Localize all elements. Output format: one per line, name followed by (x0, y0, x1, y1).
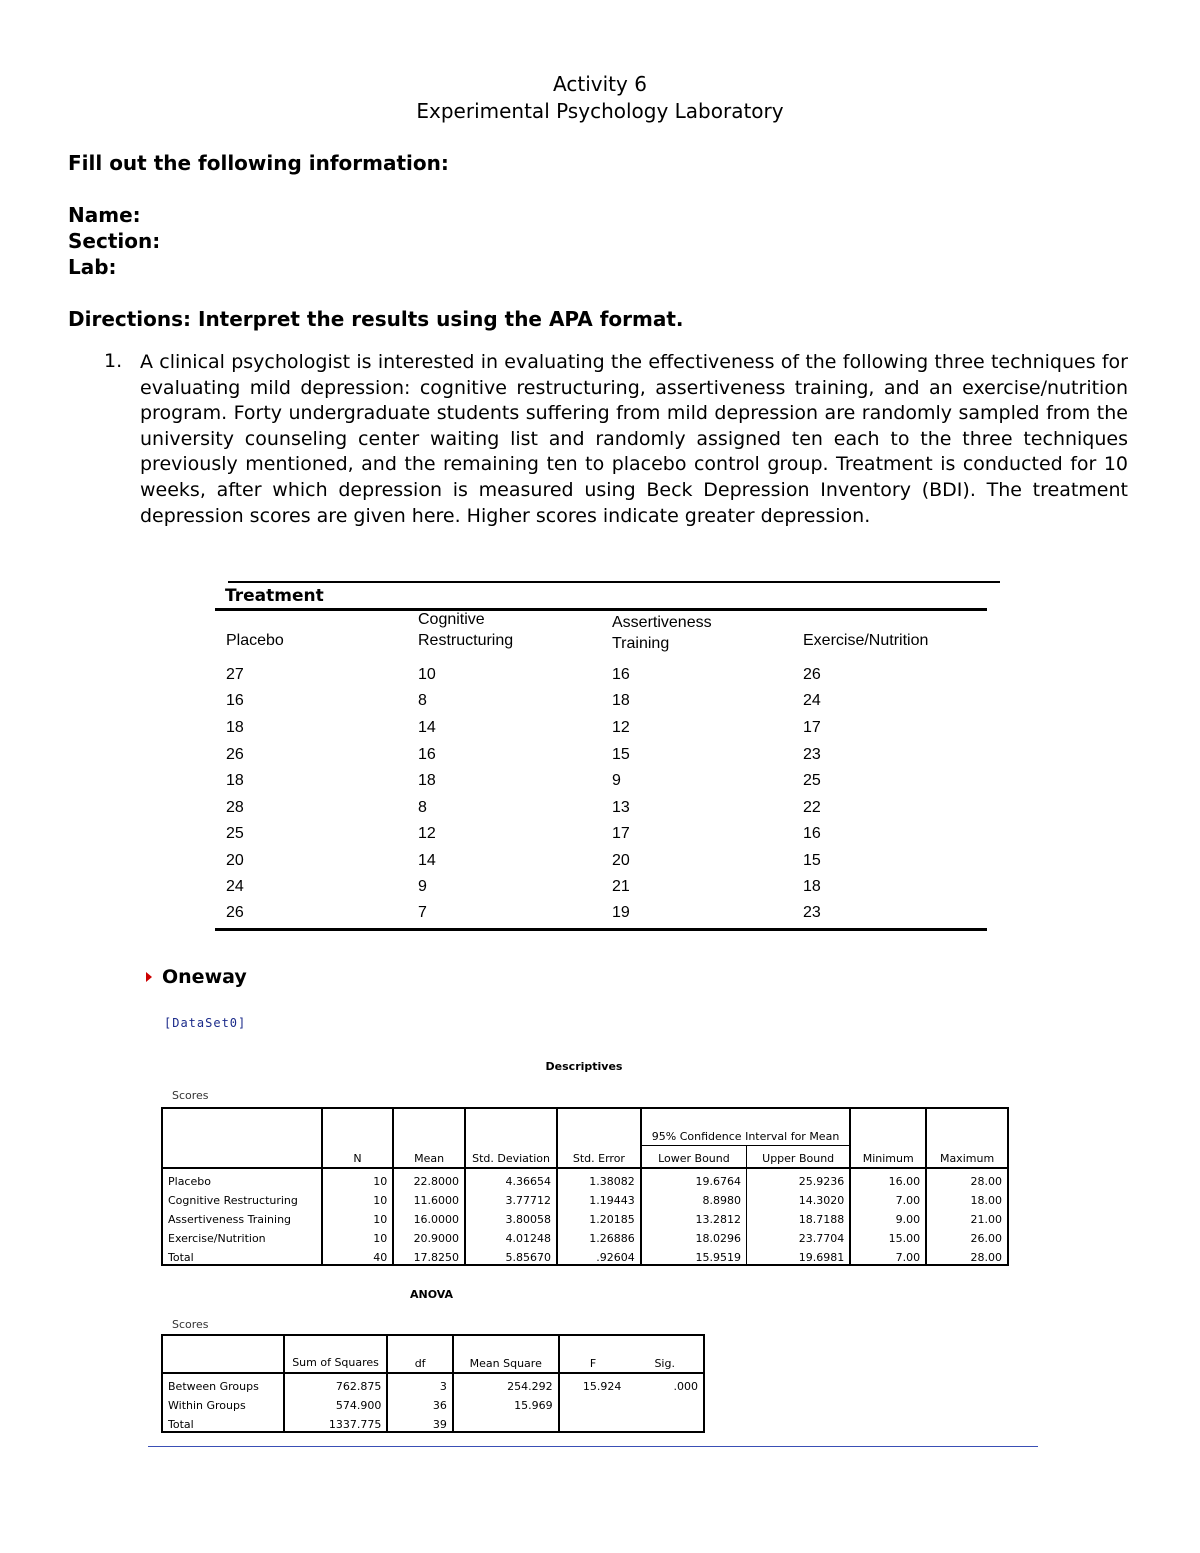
table-cell: 13 (612, 799, 630, 816)
cell-upper: 14.3020 (747, 1188, 851, 1207)
cell-min: 15.00 (850, 1226, 926, 1245)
table-cell: 16 (418, 746, 436, 763)
descriptives-variable: Scores (172, 1089, 209, 1102)
table-cell: 9 (418, 878, 427, 895)
table-cell: 12 (418, 825, 436, 842)
header-mean: Mean (393, 1108, 465, 1168)
page-subtitle: Experimental Psychology Laboratory (416, 99, 784, 123)
oneway-title: Oneway (162, 966, 247, 988)
cell-min: 7.00 (850, 1245, 926, 1265)
header-mean-square: Mean Square (453, 1335, 559, 1373)
table-row (162, 1245, 1008, 1265)
cell-se: 1.19443 (557, 1188, 641, 1207)
table-cell: 15 (612, 746, 630, 763)
cell-lower: 18.0296 (641, 1226, 747, 1245)
row-label: Placebo (162, 1168, 322, 1188)
row-label: Within Groups (162, 1393, 284, 1412)
cell-sig (626, 1393, 704, 1412)
header-sig: Sig. (654, 1357, 675, 1370)
treatment-heading: Treatment (225, 586, 324, 606)
anova-variable: Scores (172, 1318, 209, 1331)
table-cell: 27 (226, 666, 244, 683)
table-cell: 7 (418, 904, 427, 921)
table-cell: 18 (226, 719, 244, 736)
table-bottom-rule (215, 928, 987, 931)
question-number: 1. (104, 350, 123, 372)
table-cell: 24 (226, 878, 244, 895)
cell-n: 10 (322, 1207, 393, 1226)
header-std-error: Std. Error (557, 1108, 641, 1168)
header-minimum: Minimum (850, 1108, 926, 1168)
cell-f (559, 1412, 627, 1432)
cell-upper: 25.9236 (747, 1168, 851, 1188)
cell-ms: 254.292 (453, 1373, 559, 1393)
table-cell: 18 (226, 772, 244, 789)
cell-min: 16.00 (850, 1168, 926, 1188)
footer-divider (148, 1446, 1038, 1447)
row-label: Total (162, 1245, 322, 1265)
row-label: Between Groups (162, 1373, 284, 1393)
header-maximum: Maximum (939, 1152, 995, 1165)
header-f: F (589, 1357, 597, 1370)
table-cell: 15 (803, 852, 821, 869)
header-ci: 95% Confidence Interval for Mean (641, 1108, 850, 1146)
table-cell: 20 (612, 852, 630, 869)
cell-sd: 4.36654 (465, 1168, 557, 1188)
cell-lower: 19.6764 (641, 1168, 747, 1188)
col-header-assertiveness: Assertiveness Training (612, 614, 712, 652)
cell-ss: 762.875 (284, 1373, 388, 1393)
form-instruction: Fill out the following information: (68, 151, 449, 175)
table-cell: 25 (226, 825, 244, 842)
header-upper-bound: Upper Bound (747, 1146, 851, 1169)
lab-label: Lab: (68, 255, 117, 279)
table-top-rule (228, 581, 1000, 583)
col-header-placebo: Placebo (226, 632, 284, 649)
table-row (162, 1168, 1008, 1188)
table-cell: 28 (226, 799, 244, 816)
anova-table (161, 1334, 705, 1433)
cell-lower: 13.2812 (641, 1207, 747, 1226)
header-n: N (322, 1108, 393, 1168)
page-title: Activity 6 (553, 72, 647, 96)
cell-max: 18.00 (970, 1194, 1002, 1207)
cell-max: 28.00 (970, 1251, 1002, 1264)
cell-ms: 15.969 (453, 1393, 559, 1412)
cell-max: 28.00 (970, 1175, 1002, 1188)
table-row (162, 1393, 704, 1412)
table-cell: 9 (612, 772, 621, 789)
table-row (162, 1226, 1008, 1245)
cell-ss: 1337.775 (284, 1412, 388, 1432)
table-row (162, 1373, 704, 1393)
cell-se: 1.26886 (557, 1226, 641, 1245)
descriptives-title: Descriptives (545, 1060, 623, 1073)
table-cell: 14 (418, 852, 436, 869)
table-cell: 20 (226, 852, 244, 869)
table-cell: 26 (803, 666, 821, 683)
cell-sd: 3.77712 (465, 1188, 557, 1207)
table-cell: 23 (803, 904, 821, 921)
table-cell: 25 (803, 772, 821, 789)
col-header-exercise: Exercise/Nutrition (803, 632, 929, 649)
table-cell: 10 (418, 666, 436, 683)
cell-min: 9.00 (850, 1207, 926, 1226)
cell-sig (626, 1412, 704, 1432)
col-header-cognitive: Cognitive Restructuring (418, 611, 514, 649)
cell-upper: 23.7704 (747, 1226, 851, 1245)
dataset-label: [DataSet0] (164, 1016, 247, 1030)
cell-f: 15.924 (582, 1380, 622, 1393)
cell-mean: 20.9000 (393, 1226, 465, 1245)
cell-mean: 22.8000 (393, 1168, 465, 1188)
table-cell: 23 (803, 746, 821, 763)
anova-title: ANOVA (410, 1288, 454, 1301)
directions: Directions: Interpret the results using the APA format. (68, 307, 684, 331)
cell-lower: 8.8980 (641, 1188, 747, 1207)
name-label: Name: (68, 203, 141, 227)
cell-lower: 15.9519 (641, 1245, 747, 1265)
cell-n: 10 (322, 1168, 393, 1188)
cell-n: 10 (322, 1188, 393, 1207)
cell-sd: 3.80058 (465, 1207, 557, 1226)
table-cell: 8 (418, 692, 427, 709)
cell-se: .92604 (557, 1245, 641, 1265)
table-cell: 22 (803, 799, 821, 816)
header-corner (162, 1108, 322, 1168)
cell-f (559, 1393, 627, 1412)
cell-max: 21.00 (970, 1213, 1002, 1226)
table-cell: 16 (226, 692, 244, 709)
table-cell: 16 (803, 825, 821, 842)
cell-df: 3 (387, 1373, 453, 1393)
cell-n: 10 (322, 1226, 393, 1245)
cell-sig: .000 (673, 1380, 698, 1393)
cell-mean: 17.8250 (393, 1245, 465, 1265)
table-cell: 19 (612, 904, 630, 921)
header-df: df (387, 1335, 453, 1373)
cell-max: 26.00 (970, 1232, 1002, 1245)
cell-df: 36 (387, 1393, 453, 1412)
row-label: Exercise/Nutrition (162, 1226, 322, 1245)
table-cell: 14 (418, 719, 436, 736)
question-text: A clinical psychologist is interested in evaluating the effectiveness of the following three techniques for evaluating mild depression: cognitive restructuring, assertiveness training, and an exercise/nutrition program. Forty undergraduate students suffering from mild depression are randomly sampled from the university counseling center waiting list and randomly assigned ten each to the three techniques previously mentioned, and the remaining ten to placebo control group. Treatment is conducted for 10 weeks, after which depression is measured using Beck Depression Inventory (BDI). The treatment depression scores are given here. Higher scores indicate greater depression. (140, 351, 1128, 527)
row-label: Cognitive Restructuring (162, 1188, 322, 1207)
header-lower-bound: Lower Bound (641, 1146, 747, 1169)
table-cell: 26 (226, 904, 244, 921)
section-label: Section: (68, 229, 161, 253)
table-cell: 26 (226, 746, 244, 763)
table-row (162, 1188, 1008, 1207)
header-std-deviation: Std. Deviation (465, 1108, 557, 1168)
header-corner (162, 1335, 284, 1373)
cell-ss: 574.900 (284, 1393, 388, 1412)
table-cell: 8 (418, 799, 427, 816)
cell-mean: 11.6000 (393, 1188, 465, 1207)
table-cell: 18 (803, 878, 821, 895)
table-row (162, 1207, 1008, 1226)
cell-sd: 5.85670 (465, 1245, 557, 1265)
cell-min: 7.00 (850, 1188, 926, 1207)
table-cell: 16 (612, 666, 630, 683)
cell-sd: 4.01248 (465, 1226, 557, 1245)
row-label: Total (162, 1412, 284, 1432)
table-cell: 17 (612, 825, 630, 842)
cell-se: 1.38082 (557, 1168, 641, 1188)
cell-mean: 16.0000 (393, 1207, 465, 1226)
table-cell: 21 (612, 878, 630, 895)
cell-ms (453, 1412, 559, 1432)
cell-upper: 19.6981 (747, 1245, 851, 1265)
row-label: Assertiveness Training (162, 1207, 322, 1226)
table-cell: 12 (612, 719, 630, 736)
table-cell: 18 (612, 692, 630, 709)
cell-df: 39 (387, 1412, 453, 1432)
collapse-arrow-icon[interactable] (146, 972, 152, 982)
table-row (162, 1412, 704, 1432)
table-cell: 18 (418, 772, 436, 789)
table-cell: 17 (803, 719, 821, 736)
cell-se: 1.20185 (557, 1207, 641, 1226)
table-cell: 24 (803, 692, 821, 709)
cell-upper: 18.7188 (747, 1207, 851, 1226)
descriptives-table (161, 1107, 1009, 1266)
header-sum-of-squares: Sum of Squares (284, 1335, 388, 1373)
cell-n: 40 (322, 1245, 393, 1265)
